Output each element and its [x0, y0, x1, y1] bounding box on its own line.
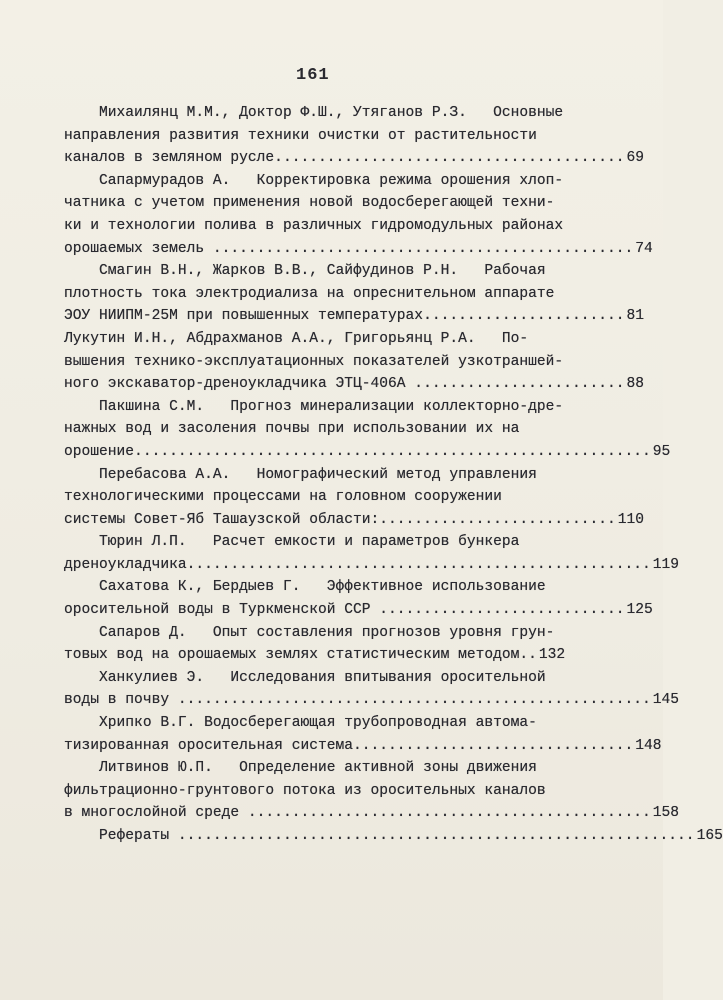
toc-entry-first-line: Перебасова А.А. Номографический метод управления	[64, 466, 537, 483]
toc-entry	[64, 328, 645, 396]
toc-entry	[64, 622, 584, 667]
toc-entry	[64, 667, 680, 712]
toc-entry-first-line: Сапаров Д. Опыт составления прогнозов уровня грун-	[64, 624, 555, 641]
toc-entry-first-line: Смагин В.Н., Жарков В.В., Сайфудинов Р.Н. Рабочая	[64, 263, 546, 280]
toc-entry-page-number: 132	[538, 647, 566, 664]
toc-entry-page-number: 95	[652, 443, 671, 460]
toc-entry-page-number: 165	[696, 828, 723, 844]
toc-entry-last-line	[64, 441, 671, 464]
toc-entry	[64, 531, 680, 576]
toc-entry-text: дреноукладчика.....................................................	[64, 556, 651, 573]
toc-entry-text: орошаемых земель ................................................	[64, 240, 634, 257]
toc-entry-last-line	[64, 802, 680, 825]
toc-entry-first-line: Тюрин Л.П. Расчет емкости и параметров бункера	[64, 534, 520, 551]
toc-entry-text: оросительной воды в Туркменской ССР ............................	[64, 602, 625, 619]
toc-entry-last-line	[64, 735, 662, 758]
toc-entry-text: воды в почву ......................................................	[64, 692, 651, 709]
toc-entry-first-line: Сапармурадов А. Корректировка режима орошения хлоп-	[64, 172, 564, 189]
toc-entry	[64, 396, 671, 464]
toc-entry-line: ки и технологии полива в различных гидромодульных районах	[64, 217, 564, 234]
toc-entry	[64, 260, 645, 328]
toc-entry-line: плотность тока электродиализа на опреснительном аппарате	[64, 285, 555, 302]
toc-entry-page-number: 69	[626, 150, 645, 167]
toc-entry	[64, 102, 645, 170]
toc-entry-first-line: Литвинов Ю.П. Определение активной зоны движения	[64, 760, 537, 777]
toc-entry-last-line	[64, 599, 653, 622]
toc-entry-text: ЭОУ НИИПМ-25М при повышенных температурах.......................	[64, 308, 625, 325]
toc-entry-text: Рефераты ...........................................................	[64, 828, 695, 844]
toc-entry-first-line: Михаилянц М.М., Доктор Ф.Ш., Утяганов Р.З. Основные	[64, 105, 564, 121]
toc-entry-page-number: 148	[635, 737, 662, 754]
toc-entry	[64, 712, 662, 757]
toc-entry	[64, 170, 653, 260]
toc-entry-last-line	[64, 509, 645, 532]
toc-entry-line: технологическими процессами на головном сооружении	[64, 489, 502, 506]
toc-entry	[64, 576, 653, 621]
toc-entry-text: орошение...........................................................	[64, 443, 651, 460]
toc-entry	[64, 825, 723, 848]
toc-entry-text: каналов в земляном русле........................................	[64, 150, 625, 167]
toc-entry-last-line	[64, 238, 653, 261]
toc-entry-first-line: Лукутин И.Н., Абдрахманов А.А., Григорьянц Р.А. По-	[64, 330, 529, 347]
toc-entry	[64, 757, 680, 825]
toc-entry-last-line	[64, 147, 645, 170]
toc-entry-text: ного экскаватор-дреноукладчика ЭТЦ-406А ........................	[64, 376, 625, 393]
toc-entry-page-number: 125	[626, 602, 653, 619]
toc-entry-last-line	[64, 373, 645, 396]
toc-entry-line: чатника с учетом применения новой водосберегающей техни-	[64, 195, 555, 212]
toc-entry-first-line: Хрипко В.Г. Водосберегающая трубопроводная автома-	[64, 715, 537, 732]
toc-entry	[64, 464, 645, 532]
toc-entry-page-number: 158	[652, 805, 680, 822]
toc-entry-last-line	[64, 825, 723, 848]
toc-entry-text: тизированная оросительная система................................	[64, 737, 634, 754]
toc-entry-text: товых вод на орошаемых землях статистическим методом..	[64, 647, 537, 664]
toc-entry-last-line	[64, 305, 645, 328]
table-of-contents	[64, 102, 723, 848]
toc-entry-line: фильтрационно-грунтового потока из оросительных каналов	[64, 782, 546, 799]
toc-entry-page-number: 88	[626, 376, 645, 393]
toc-entry-page-number: 145	[652, 692, 680, 709]
toc-entry-last-line	[64, 554, 680, 577]
toc-entry-page-number: 74	[635, 240, 653, 257]
page-number: 161	[296, 66, 330, 85]
toc-entry-line: направления развития техники очистки от растительности	[64, 127, 537, 144]
toc-entry-line: вышения технико-эксплуатационных показателей узкотраншей-	[64, 353, 564, 370]
toc-entry-page-number: 110	[617, 511, 645, 528]
toc-entry-text: системы Совет-Яб Ташаузской области:...........................	[64, 511, 616, 528]
toc-entry-page-number: 81	[626, 308, 645, 325]
toc-entry-first-line: Пакшина С.М. Прогноз минерализации коллекторно-дре-	[64, 398, 564, 415]
toc-entry-line: нажных вод и засоления почвы при использовании их на	[64, 421, 520, 438]
toc-entry-page-number: 119	[652, 556, 680, 573]
toc-entry-last-line	[64, 644, 584, 667]
toc-entry-text: в многослойной среде ..............................................	[64, 805, 651, 822]
toc-entry-first-line: Сахатова К., Бердыев Г. Эффективное использование	[64, 579, 546, 596]
toc-entry-first-line: Ханкулиев Э. Исследования впитывания оросительной	[64, 669, 546, 686]
toc-entry-last-line	[64, 689, 680, 712]
